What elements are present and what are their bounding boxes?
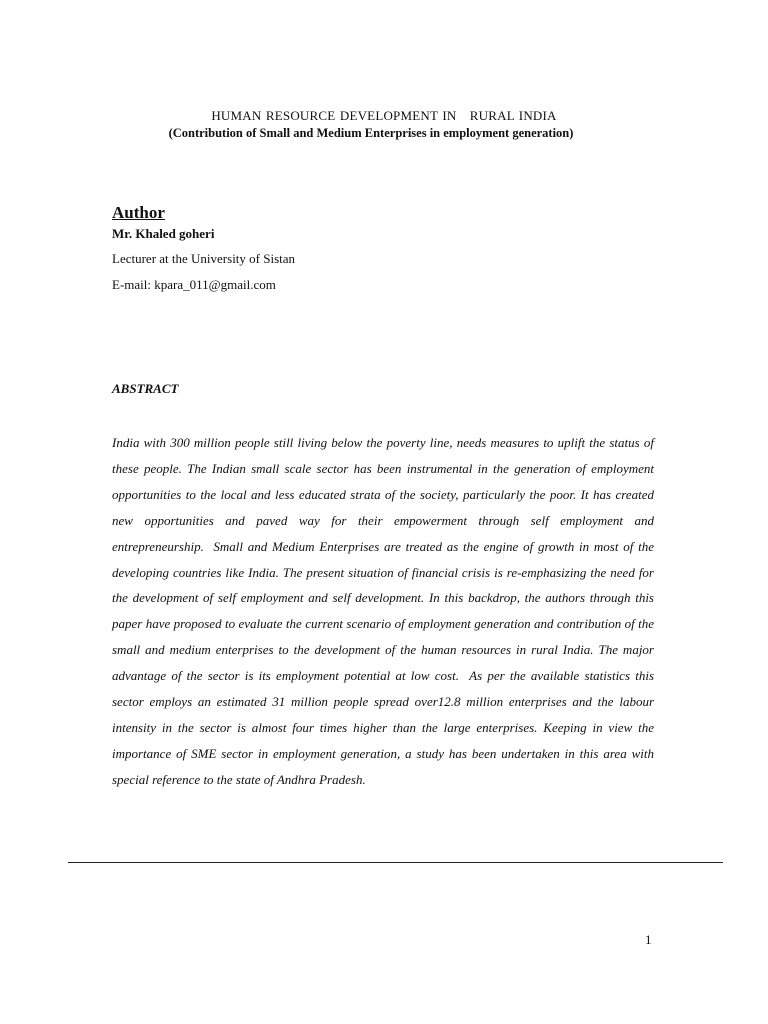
abstract-heading: ABSTRACT [112,381,179,396]
paper-title: HUMAN RESOURCE DEVELOPMENT IN RURAL INDIA [211,108,557,123]
author-affiliation: Lecturer at the University of Sistan [112,251,296,266]
author-name: Mr. Khaled goheri [112,226,215,241]
author-heading: Author [112,203,165,222]
page-number: 1 [645,932,652,947]
abstract-body: India with 300 million people still living below the poverty line, needs measures to uplift the status of these people. The Indian small scale sector has been instrumental in the generation of employment opportunities to the local and less educated strata of the society, particularly the poor. It has created new opportunities and paved way for their empowerment through self employment and entrepreneurship. Small and Medium Enterprises are treated as the engine of growth in most of the developing countries like India. The present situation of financial crisis is re-emphasizing the need for the development of self employment and self development. In this backdrop, the authors through this paper have proposed to evaluate the current scenario of employment generation and contribution of the small and medium enterprises to the development of the human resources in rural India. The major advantage of the sector is its employment potential at low cost. As per the available statistics this sector employs an estimated 31 million people spread over12.8 million enterprises and the labour intensity in the sector is almost four times higher than the large enterprises. Keeping in view the importance of SME sector in employment generation, a study has been undertaken in this area with special reference to the state of Andhra Pradesh. [112,435,658,787]
author-email: E-mail: kpara_011@gmail.com [112,277,276,292]
footnote-divider [68,862,723,863]
paper-subtitle: (Contribution of Small and Medium Enterprises in employment generation) [168,126,574,140]
